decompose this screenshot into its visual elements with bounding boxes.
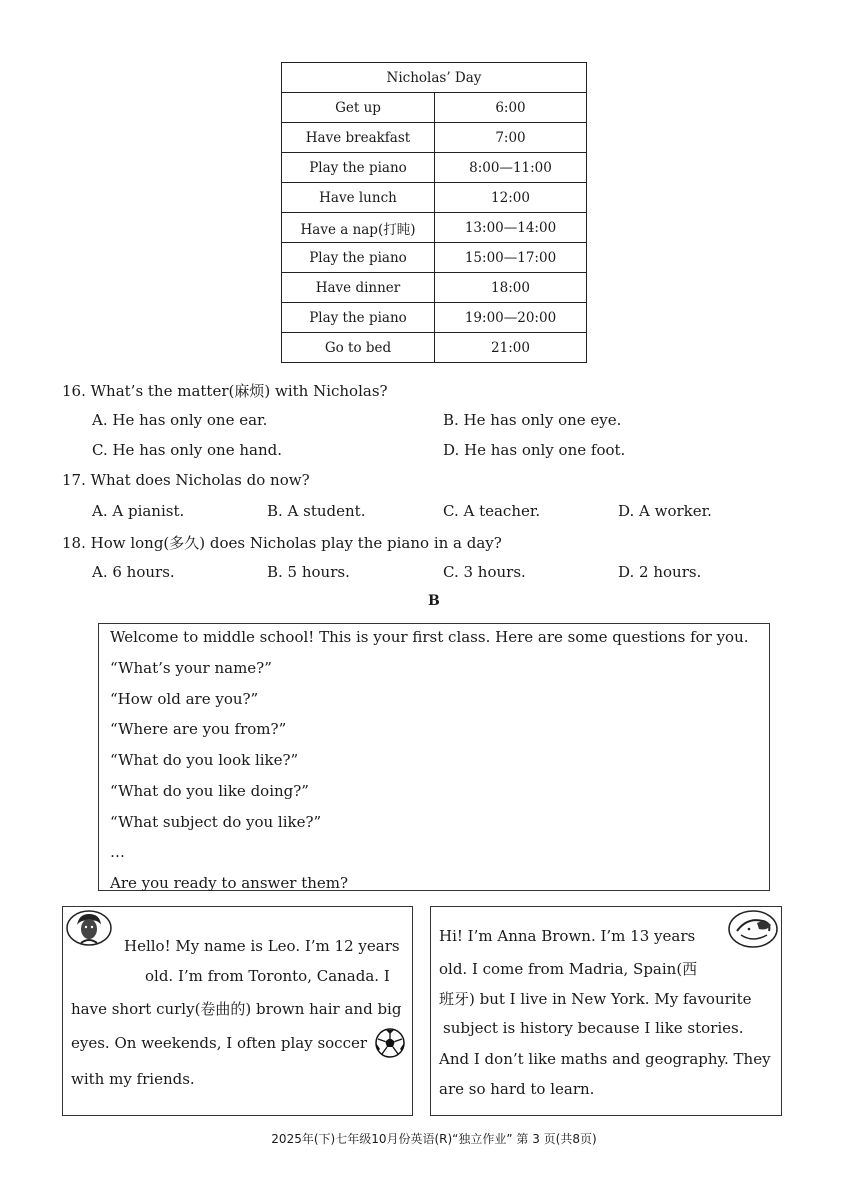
activity-cell: Have a nap(打盹) [282, 213, 435, 243]
box-line: … [110, 843, 125, 861]
table-row [282, 183, 587, 213]
time-cell: 8:00—11:00 [435, 153, 587, 183]
activity-cell: Play the piano [282, 153, 435, 183]
page-footer: 2025年(下)七年级10月份英语(R)“独立作业” 第 3 页(共8页) [271, 1132, 597, 1146]
time-cell: 18:00 [435, 273, 587, 303]
activity-cell: Get up [282, 93, 435, 123]
q17-option-a[interactable]: A. A pianist. [92, 502, 185, 520]
time-cell: 6:00 [435, 93, 587, 123]
anna-text-line: subject is history because I like stories. [443, 1019, 744, 1037]
activity-cell: Go to bed [282, 333, 435, 363]
leo-text-line: have short curly(卷曲的) brown hair and big [71, 1000, 402, 1018]
anna-text-line: Hi! I’m Anna Brown. I’m 13 years [439, 927, 696, 945]
leo-text-line: old. I’m from Toronto, Canada. I [145, 967, 390, 985]
box-line: Welcome to middle school! This is your first class. Here are some questions for you. [110, 628, 749, 646]
table-row [282, 243, 587, 273]
q18-option-a[interactable]: A. 6 hours. [92, 563, 175, 581]
table-row [282, 93, 587, 123]
question-17-stem: 17. What does Nicholas do now? [62, 471, 310, 489]
schedule-title: Nicholas’ Day [282, 63, 587, 93]
question-16-stem: 16. What’s the matter(麻烦) with Nicholas? [62, 382, 388, 400]
q16-option-d[interactable]: D. He has only one foot. [443, 441, 626, 459]
activity-cell: Have dinner [282, 273, 435, 303]
table-row [282, 153, 587, 183]
activity-cell: Have breakfast [282, 123, 435, 153]
q17-option-d[interactable]: D. A worker. [618, 502, 712, 520]
soccer-ball-icon [374, 1027, 406, 1059]
anna-text-line: old. I come from Madria, Spain(西 [439, 960, 698, 978]
q16-option-a[interactable]: A. He has only one ear. [92, 411, 268, 429]
q17-option-c[interactable]: C. A teacher. [443, 502, 541, 520]
anna-avatar-icon [727, 909, 779, 949]
time-cell: 15:00—17:00 [435, 243, 587, 273]
box-line: “What do you like doing?” [110, 782, 309, 800]
leo-text-line: with my friends. [71, 1070, 195, 1088]
intro-questions-box [98, 623, 770, 891]
activity-cell: Have lunch [282, 183, 435, 213]
q18-option-c[interactable]: C. 3 hours. [443, 563, 526, 581]
question-18-stem: 18. How long(多久) does Nicholas play the piano in a day? [62, 534, 502, 552]
schedule-table [281, 62, 587, 363]
q16-option-c[interactable]: C. He has only one hand. [92, 441, 282, 459]
activity-cell: Play the piano [282, 243, 435, 273]
box-line: “What do you look like?” [110, 751, 299, 769]
leo-text-line: eyes. On weekends, I often play soccer [71, 1034, 368, 1052]
time-cell: 21:00 [435, 333, 587, 363]
box-line: “What subject do you like?” [110, 813, 322, 831]
leo-avatar-icon [65, 909, 113, 947]
table-row [282, 303, 587, 333]
section-b-heading: B [428, 593, 440, 609]
anna-card [430, 906, 782, 1116]
time-cell: 13:00—14:00 [435, 213, 587, 243]
box-line: “Where are you from?” [110, 720, 287, 738]
q18-option-b[interactable]: B. 5 hours. [267, 563, 350, 581]
table-row [282, 123, 587, 153]
q17-option-b[interactable]: B. A student. [267, 502, 366, 520]
anna-text-line: And I don’t like maths and geography. They [439, 1050, 771, 1068]
activity-cell: Play the piano [282, 303, 435, 333]
anna-text-line: are so hard to learn. [439, 1080, 595, 1098]
box-line: “What’s your name?” [110, 659, 272, 677]
anna-text-line: 班牙) but I live in New York. My favourite [439, 990, 752, 1008]
leo-text-line: Hello! My name is Leo. I’m 12 years [124, 937, 400, 955]
q16-option-b[interactable]: B. He has only one eye. [443, 411, 622, 429]
leo-card [62, 906, 413, 1116]
table-row [282, 213, 587, 243]
table-row [282, 273, 587, 303]
q18-option-d[interactable]: D. 2 hours. [618, 563, 702, 581]
box-line: “How old are you?” [110, 690, 259, 708]
table-row [282, 333, 587, 363]
time-cell: 7:00 [435, 123, 587, 153]
time-cell: 19:00—20:00 [435, 303, 587, 333]
time-cell: 12:00 [435, 183, 587, 213]
box-line: Are you ready to answer them? [110, 874, 349, 892]
